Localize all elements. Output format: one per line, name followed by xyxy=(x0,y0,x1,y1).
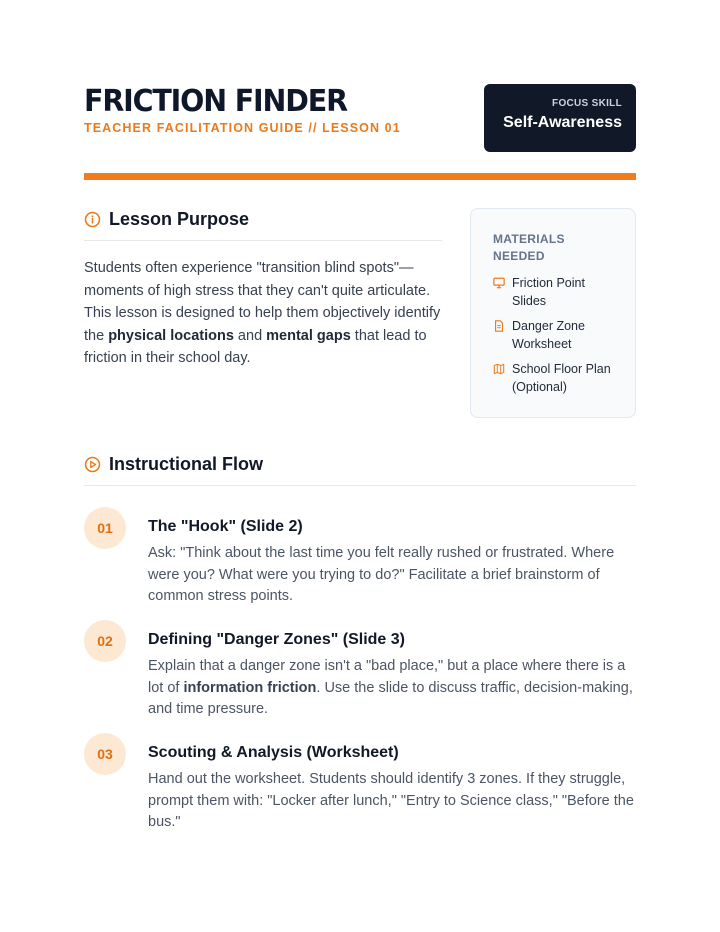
material-label: School Floor Plan (Optional) xyxy=(512,362,611,394)
focus-skill-value: Self-Awareness xyxy=(503,114,622,131)
lesson-purpose-heading: Lesson Purpose xyxy=(109,209,250,229)
focus-skill-label: FOCUS SKILL xyxy=(552,98,622,109)
material-item xyxy=(493,361,619,396)
step-text-part: . Use the slide to discuss traffic, decision-making, and time pressure. xyxy=(148,679,633,717)
material-item xyxy=(493,275,619,310)
step-text-part: Explain that a danger zone isn't a "bad place," but a place where there is a lot of xyxy=(148,658,626,696)
materials-title: MATERIALS NEEDED xyxy=(493,232,565,263)
lesson-purpose-divider xyxy=(84,240,442,241)
page-header xyxy=(84,84,636,154)
lesson-purpose-header xyxy=(84,209,249,230)
instructional-flow-header xyxy=(84,454,263,475)
material-item xyxy=(493,318,619,353)
purpose-text-part: and xyxy=(233,327,267,344)
purpose-emphasis: mental gaps xyxy=(266,327,351,344)
step-title: Defining "Danger Zones" (Slide 3) xyxy=(148,631,405,648)
info-circle-icon xyxy=(84,211,101,228)
step-description: Hand out the worksheet. Students should identify 3 zones. If they struggle, prompt them with: "Locker after lunch," "Entry to Science class," "Before the bus." xyxy=(148,771,634,830)
play-circle-icon xyxy=(84,456,101,473)
step-description xyxy=(148,656,640,721)
purpose-text-part: that lead to friction in their school day. xyxy=(84,327,427,367)
step-number-badge: 03 xyxy=(84,733,126,775)
step-description: Ask: "Think about the last time you felt really rushed or frustrated. Where were you? What were you trying to do?" Facilitate a brief brainstorm of common stress points. xyxy=(148,545,615,604)
step-number-badge: 02 xyxy=(84,620,126,662)
instructional-flow-heading: Instructional Flow xyxy=(109,454,264,474)
monitor-icon xyxy=(493,277,505,289)
step-number-badge: 01 xyxy=(84,507,126,549)
material-label: Danger Zone Worksheet xyxy=(512,319,585,351)
instructional-flow-divider xyxy=(84,485,636,486)
purpose-emphasis: physical locations xyxy=(108,327,234,344)
step-title: Scouting & Analysis (Worksheet) xyxy=(148,744,399,761)
map-icon xyxy=(493,363,505,375)
material-label: Friction Point Slides xyxy=(512,276,585,308)
step-emphasis: information friction xyxy=(183,679,317,696)
lesson-purpose-text xyxy=(84,257,444,370)
header-divider xyxy=(84,173,636,180)
page-title: FRICTION FINDER xyxy=(84,84,347,119)
page-subtitle: TEACHER FACILITATION GUIDE // LESSON 01 xyxy=(84,121,401,135)
focus-skill-badge xyxy=(484,84,636,152)
purpose-text-part: Students often experience "transition blind spots"—moments of high stress that they can't quite articulate. This lesson is designed to help them objectively identify the xyxy=(84,260,441,344)
document-icon xyxy=(493,320,505,332)
step-title: The "Hook" (Slide 2) xyxy=(148,518,303,535)
materials-card xyxy=(470,208,636,418)
